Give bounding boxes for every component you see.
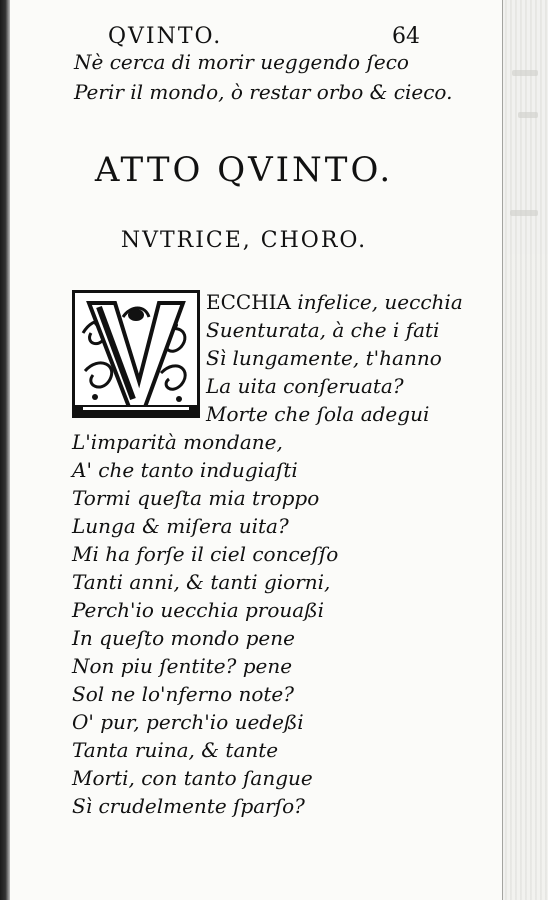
show-through-mark (512, 70, 538, 76)
running-head: QVINTO. (108, 24, 223, 49)
verse-line: In queſto mondo pene (72, 626, 295, 650)
show-through-mark (518, 112, 538, 118)
verse-line: Mi ha forſe il ciel conceſſo (72, 542, 339, 566)
verse-line-first (206, 290, 463, 314)
verse-line: Sì lungamente, t'hanno (206, 346, 442, 370)
verse-line: La uita conſeruata? (206, 374, 404, 398)
verse-line: A' che tanto indugiaſti (72, 458, 298, 482)
decorated-initial (72, 290, 200, 418)
speaker-heading: NVTRICE, CHORO. (120, 228, 368, 253)
carryover-line: Nè cerca di morir ueggendo ſeco (74, 50, 409, 74)
verse-line: Lunga & miſera uita? (72, 514, 289, 538)
first-line-rest: infelice, uecchia (291, 290, 463, 314)
verse-line: O' pur, perch'io uedeßi (72, 710, 304, 734)
binding-gutter (0, 0, 10, 900)
verse-line: Suenturata, à che i fati (206, 318, 440, 342)
verse-line: Sol ne lo'nferno note? (72, 682, 294, 706)
carryover-line: Perir il mondo, ò restar orbo & cieco. (74, 80, 453, 104)
verse-line: L'imparità mondane, (72, 430, 283, 454)
ornamental-initial-v-icon (75, 293, 197, 415)
verse-line: Morti, con tanto ſangue (72, 766, 313, 790)
show-through-mark (510, 210, 538, 216)
page-fore-edge (502, 0, 548, 900)
verse-line: Morte che ſola adegui (206, 402, 430, 426)
verse-line: Sì crudelmente ſparſo? (72, 794, 305, 818)
initial-caps: ECCHIA (206, 290, 291, 314)
act-heading: ATTO QVINTO. (94, 150, 394, 190)
page-number: 64 (392, 24, 420, 49)
verse-line: Non piu ſentite? pene (72, 654, 293, 678)
verse-line: Tanti anni, & tanti giorni, (72, 570, 331, 594)
verse-line: Tanta ruina, & tante (72, 738, 279, 762)
verse-line: Perch'io uecchia prouaßi (72, 598, 324, 622)
verse-line: Tormi queſta mia troppo (72, 486, 320, 510)
